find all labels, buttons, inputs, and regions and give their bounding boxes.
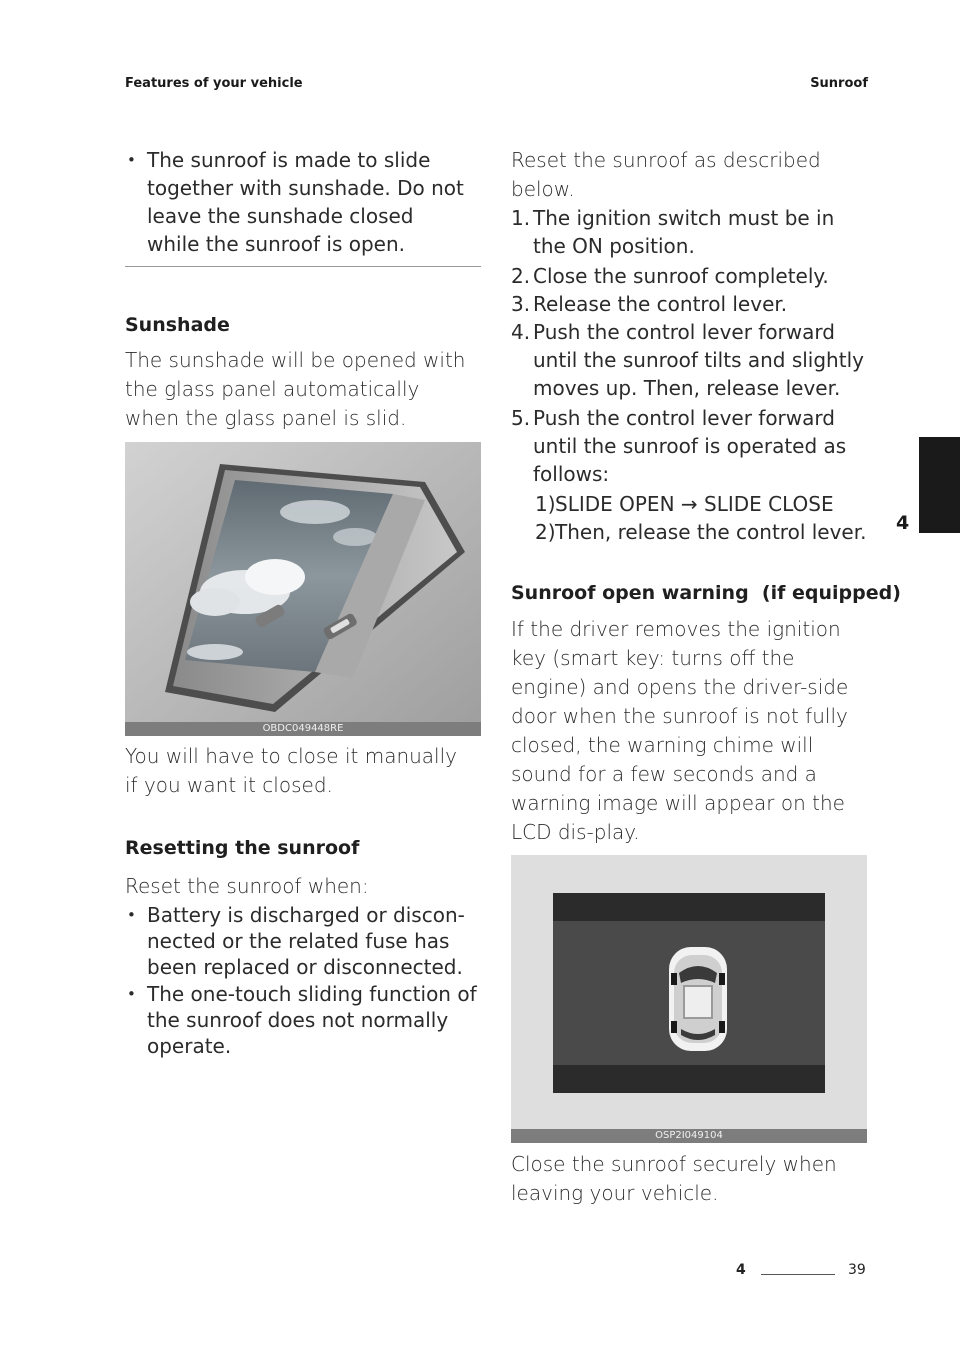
chapter-tab — [919, 437, 960, 533]
step-item — [511, 204, 867, 260]
warning-paragraph: If the driver removes the ignition key (smart key: turns off the engine) and opens the driver-side door when the sunroof is not fully closed, the warning chime will sound for a few seconds and a warning image will appear on the LCD dis-play. — [511, 617, 849, 844]
lcd-warning-illustration — [511, 855, 867, 1143]
substep-text: SLIDE OPEN → SLIDE CLOSE — [555, 492, 834, 516]
substep-item — [511, 490, 867, 518]
step-number: 1. — [511, 206, 531, 230]
reset-when-text: Reset the sunroof when: — [125, 874, 369, 898]
reset-intro: Reset the sunroof as described below. — [511, 148, 821, 201]
step-text: The ignition switch must be in the ON position. — [533, 206, 835, 258]
figure-caption: OSP2I049104 — [511, 1129, 867, 1143]
running-header-right: Sunroof — [810, 76, 868, 91]
close-manually-paragraph: You will have to close it manually if you want it closed. — [125, 744, 458, 797]
footer-divider — [761, 1274, 835, 1275]
step-text: Release the control lever. — [533, 292, 788, 316]
car-top-view-icon — [669, 947, 727, 1051]
figure-caption: OBDC049448RE — [125, 722, 481, 736]
step-number: 5. — [511, 406, 531, 430]
step-item — [511, 404, 867, 488]
reset-bullet: • The one-touch sliding function of the sunroof does not normally operate. — [125, 981, 477, 1059]
lcd-warning-figure — [511, 855, 867, 1143]
step-text: Close the sunroof completely. — [533, 264, 829, 288]
step-text: Push the control lever forward until the sunroof is operated as follows: — [533, 406, 847, 486]
section-divider — [125, 266, 481, 267]
closing-paragraph: Close the sunroof securely when leaving your vehicle. — [511, 1152, 837, 1205]
step-number: 3. — [511, 292, 531, 316]
step-item — [511, 318, 867, 402]
reset-bullet: • Battery is discharged or discon-nected or the related fuse has been replaced or disconnected. — [125, 902, 477, 980]
running-header-left: Features of your vehicle — [125, 76, 303, 91]
chapter-tab-number: 4 — [896, 512, 910, 534]
substep-item — [511, 518, 867, 546]
step-text: Push the control lever forward until the sunroof tilts and slightly moves up. Then, release lever. — [533, 320, 864, 400]
step-number: 2. — [511, 264, 531, 288]
substep-number: 2) — [535, 520, 556, 544]
sunroof-figure — [125, 442, 481, 736]
step-number: 4. — [511, 320, 531, 344]
footer-chapter: 4 — [736, 1262, 746, 1278]
substep-text: Then, release the control lever. — [555, 520, 867, 544]
warning-heading: Sunroof open warning (if equipped) — [511, 582, 901, 604]
substep-number: 1) — [535, 492, 556, 516]
step-item — [511, 290, 867, 318]
step-item — [511, 262, 867, 290]
sunroof-illustration — [125, 442, 481, 736]
resetting-heading: Resetting the sunroof — [125, 837, 360, 859]
sunshade-heading: Sunshade — [125, 314, 230, 336]
sunshade-paragraph: The sunshade will be opened with the glass panel automatically when the glass panel is slid. — [125, 348, 466, 430]
footer-page-number: 39 — [848, 1262, 866, 1278]
intro-bullet: • The sunroof is made to slide together with sunshade. Do not leave the sunshade closed while the sunroof is open. — [125, 146, 465, 258]
